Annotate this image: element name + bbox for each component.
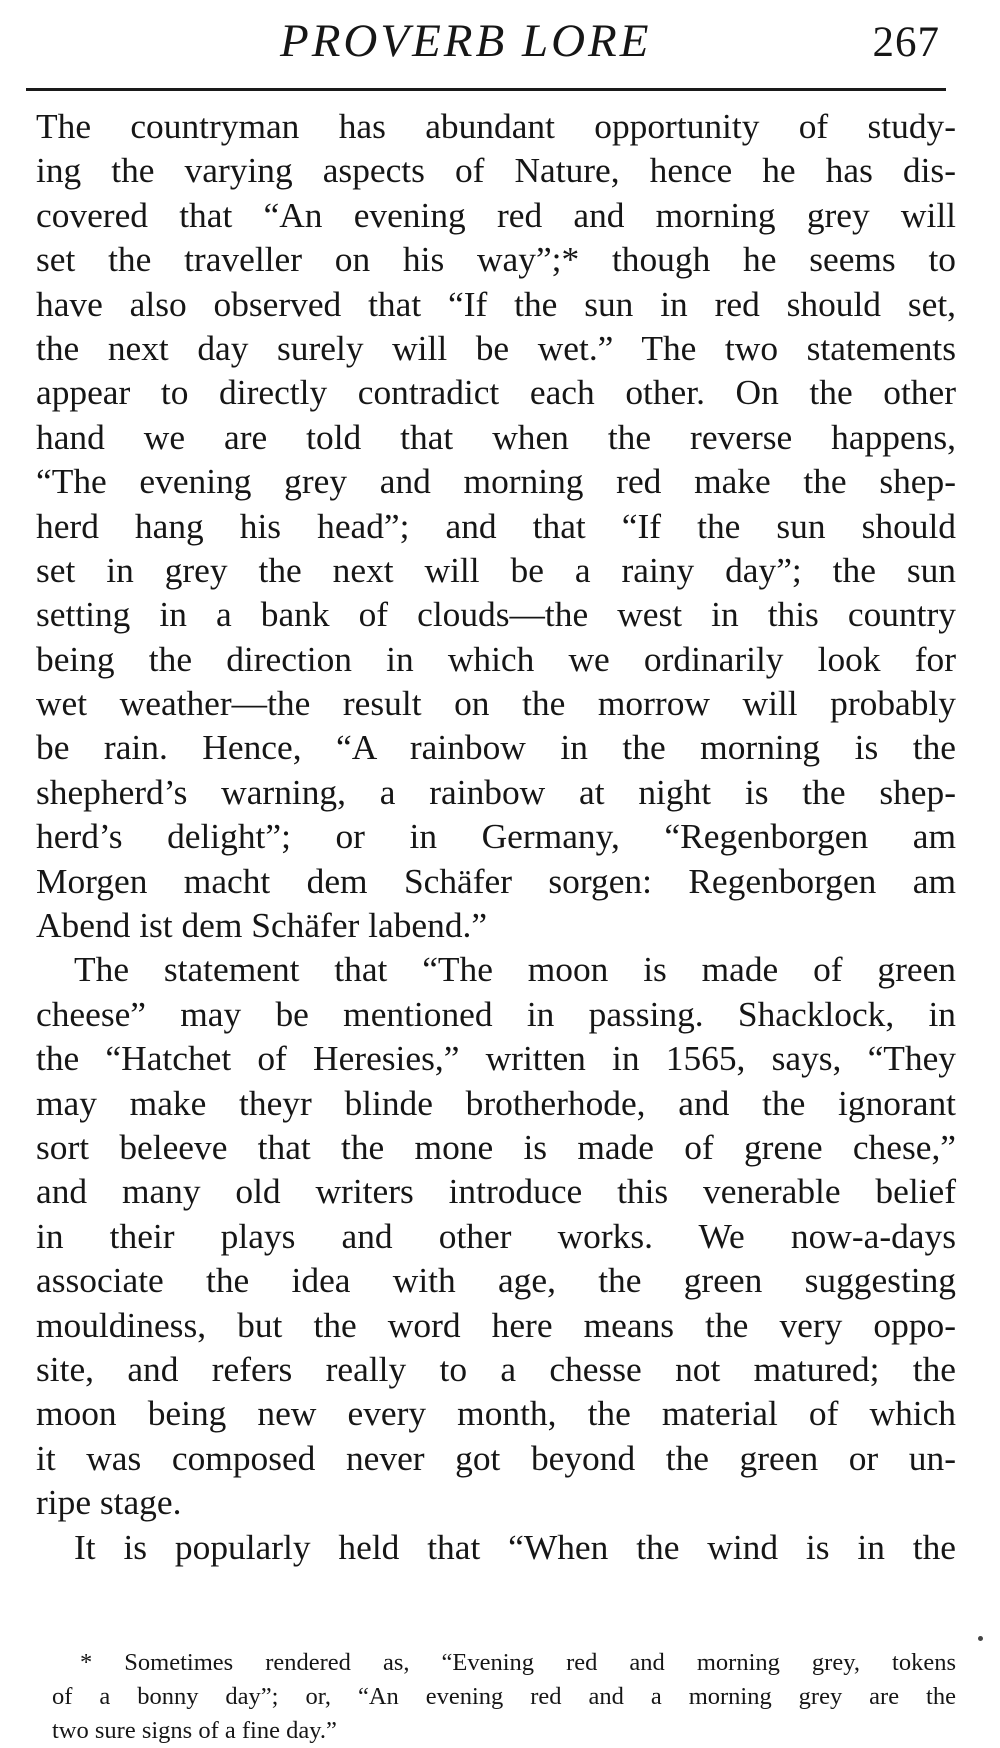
text-line: wet weather—the result on the morrow will probably bbox=[36, 683, 956, 724]
text-line: may make theyr blinde brotherhode, and the ignorant bbox=[36, 1082, 956, 1123]
text-line: have also observed that “If the sun in red should set, bbox=[36, 283, 956, 324]
text-line: site, and refers really to a chesse not matured; the bbox=[36, 1348, 956, 1389]
text-line: Abend ist dem Schäfer labend.” bbox=[36, 905, 488, 946]
page-header bbox=[0, 0, 1000, 100]
text-line: set in grey the next will be a rainy day”; the sun bbox=[36, 549, 956, 590]
text-line: moon being new every month, the material of which bbox=[36, 1393, 956, 1434]
text-line: hand we are told that when the reverse happens, bbox=[36, 416, 956, 457]
text-line: “The evening grey and morning red make the shep- bbox=[36, 461, 956, 502]
footnote-line: * Sometimes rendered as, “Evening red and morning grey, tokens bbox=[80, 1649, 956, 1676]
text-line: Morgen macht dem Schäfer sorgen: Regenborgen am bbox=[36, 860, 956, 901]
text-line: herd’s delight”; or in Germany, “Regenborgen am bbox=[36, 816, 956, 857]
text-line: covered that “An evening red and morning grey will bbox=[36, 194, 956, 235]
text-line: it was composed never got beyond the green or un- bbox=[36, 1437, 956, 1478]
body-text bbox=[36, 104, 956, 1569]
footnote-line: of a bonny day”; or, “An evening red and a morning grey are the bbox=[52, 1683, 956, 1710]
text-line: associate the idea with age, the green suggesting bbox=[36, 1260, 956, 1301]
text-line: sort beleeve that the mone is made of grene chese,” bbox=[36, 1126, 956, 1167]
text-line: It is popularly held that “When the wind is in the bbox=[74, 1526, 956, 1567]
text-line: mouldiness, but the word here means the very oppo- bbox=[36, 1304, 956, 1345]
page-number: 267 bbox=[872, 19, 940, 66]
text-line: The statement that “The moon is made of green bbox=[74, 949, 956, 990]
text-line: appear to directly contradict each other. On the other bbox=[36, 372, 956, 413]
text-line: the “Hatchet of Heresies,” written in 1565, says, “They bbox=[36, 1038, 956, 1079]
text-line: be rain. Hence, “A rainbow in the morning is the bbox=[36, 727, 956, 768]
text-line: and many old writers introduce this venerable belief bbox=[36, 1171, 956, 1212]
header-rule bbox=[26, 88, 946, 91]
text-line: in their plays and other works. We now-a-days bbox=[36, 1215, 956, 1256]
text-line: The countryman has abundant opportunity of study- bbox=[36, 106, 956, 146]
running-title: PROVERB LORE bbox=[280, 15, 652, 67]
text-line: setting in a bank of clouds—the west in this country bbox=[36, 594, 956, 635]
text-line: set the traveller on his way”;* though he seems to bbox=[36, 239, 956, 280]
print-speck bbox=[978, 1636, 983, 1641]
text-line: cheese” may be mentioned in passing. Shacklock, in bbox=[36, 993, 956, 1034]
text-line: the next day surely will be wet.” The two statements bbox=[36, 327, 956, 368]
text-line: shepherd’s warning, a rainbow at night is the shep- bbox=[36, 771, 956, 812]
text-line: ing the varying aspects of Nature, hence he has dis- bbox=[36, 150, 956, 191]
text-line: herd hang his head”; and that “If the sun should bbox=[36, 505, 956, 546]
footnote bbox=[52, 1646, 956, 1748]
text-line: being the direction in which we ordinarily look for bbox=[36, 638, 956, 679]
text-line: ripe stage. bbox=[36, 1482, 182, 1523]
footnote-line: two sure signs of a fine day.” bbox=[52, 1717, 337, 1744]
